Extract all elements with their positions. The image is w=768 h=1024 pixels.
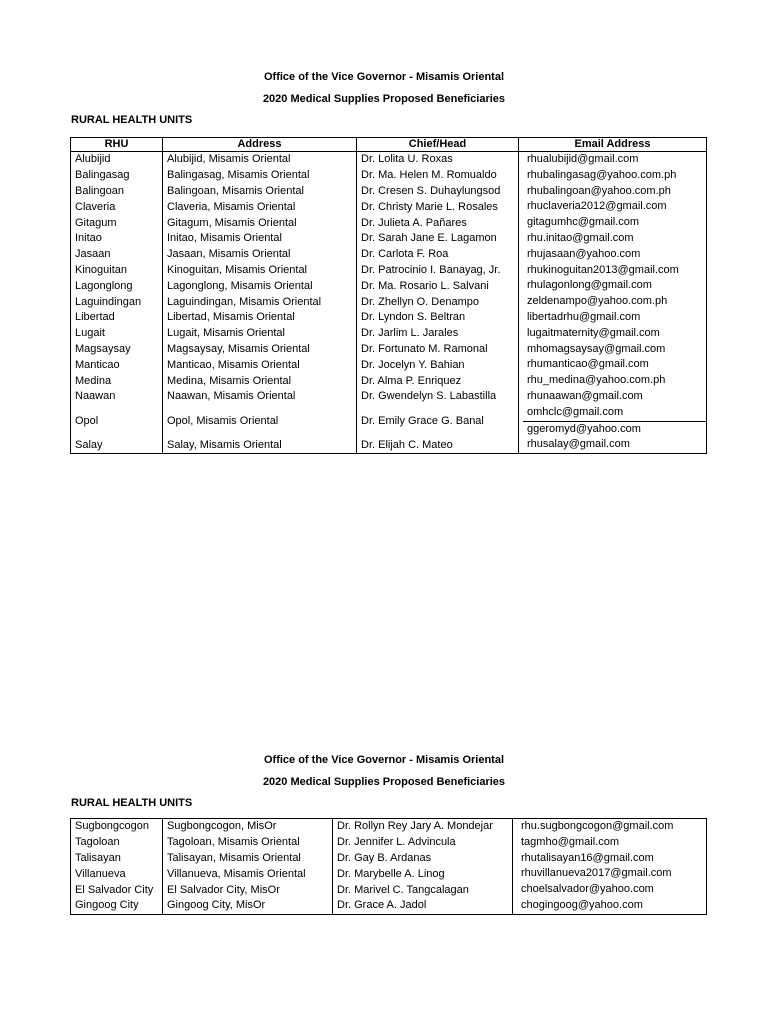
email-address: zeldenampo@yahoo.com.ph (527, 295, 668, 308)
cell-address: Medina, Misamis Oriental (163, 373, 357, 389)
email-address: rhukinoguitan2013@gmail.com (527, 263, 679, 276)
email-address: omhclc@gmail.com (527, 405, 624, 418)
cell-rhu: El Salvador City (71, 882, 163, 898)
cell-address: Tagoloan, Misamis Oriental (163, 835, 333, 851)
cell-chief: Dr. Zhellyn O. Denampo (357, 294, 519, 310)
email-address: mhomagsaysay@gmail.com (527, 342, 666, 355)
table-row (71, 405, 707, 438)
cell-chief: Dr. Elijah C. Mateo (357, 437, 519, 453)
cell-rhu: Naawan (71, 389, 163, 405)
cell-rhu: Kinoguitan (71, 263, 163, 279)
table-row (71, 152, 707, 168)
cell-email (519, 215, 707, 231)
table-row (71, 294, 707, 310)
cell-email (519, 199, 707, 215)
column-header-email: Email Address (519, 138, 707, 152)
table-row (71, 851, 707, 867)
table-row (71, 342, 707, 358)
cell-address: Naawan, Misamis Oriental (163, 389, 357, 405)
cell-rhu: Gingoog City (71, 898, 163, 914)
cell-rhu: Talisayan (71, 851, 163, 867)
email-address: rhualubijid@gmail.com (527, 153, 639, 165)
email-address: rhulagonlong@gmail.com (527, 279, 652, 292)
table-row (71, 199, 707, 215)
email-address: tagmho@gmail.com (521, 835, 619, 848)
cell-rhu: Salay (71, 437, 163, 453)
cell-email (519, 437, 707, 453)
cell-rhu: Villanueva (71, 866, 163, 882)
cell-rhu: Lagonglong (71, 278, 163, 294)
rhu-table-body (71, 152, 707, 454)
email-address: rhuclaveria2012@gmail.com (527, 200, 667, 213)
cell-email (513, 835, 707, 851)
cell-chief: Dr. Alma P. Enriquez (357, 373, 519, 389)
cell-chief: Dr. Jennifer L. Advincula (333, 835, 513, 851)
email-address: ggeromyd@yahoo.com (523, 421, 706, 438)
cell-email (513, 898, 707, 914)
cell-chief: Dr. Lyndon S. Beltran (357, 310, 519, 326)
cell-address: Jasaan, Misamis Oriental (163, 247, 357, 263)
cell-email (519, 326, 707, 342)
section-heading: RURAL HEALTH UNITS (71, 114, 193, 126)
column-header-chief: Chief/Head (357, 138, 519, 152)
cell-chief: Dr. Carlota F. Roa (357, 247, 519, 263)
cell-chief: Dr. Julieta A. Pañares (357, 215, 519, 231)
cell-chief: Dr. Marivel C. Tangcalagan (333, 882, 513, 898)
cell-chief: Dr. Emily Grace G. Banal (357, 405, 519, 438)
table-row (71, 310, 707, 326)
cell-chief: Dr. Grace A. Jadol (333, 898, 513, 914)
cell-rhu: Jasaan (71, 247, 163, 263)
email-address: rhuvillanueva2017@gmail.com (521, 867, 672, 880)
cell-rhu: Medina (71, 373, 163, 389)
document-title: 2020 Medical Supplies Proposed Beneficiaries (262, 93, 506, 105)
email-address: rhutalisayan16@gmail.com (521, 851, 654, 864)
cell-chief: Dr. Lolita U. Roxas (357, 152, 519, 168)
table-header-row (71, 138, 707, 152)
cell-address: Magsaysay, Misamis Oriental (163, 342, 357, 358)
table-row (71, 168, 707, 184)
cell-rhu: Libertad (71, 310, 163, 326)
cell-chief: Dr. Sarah Jane E. Lagamon (357, 231, 519, 247)
cell-address: Initao, Misamis Oriental (163, 231, 357, 247)
cell-address: Sugbongcogon, MisOr (163, 819, 333, 835)
cell-address: Balingasag, Misamis Oriental (163, 168, 357, 184)
table-row (71, 263, 707, 279)
cell-address: Gitagum, Misamis Oriental (163, 215, 357, 231)
column-header-address: Address (163, 138, 357, 152)
cell-email (519, 294, 707, 310)
email-address: gitagumhc@gmail.com (527, 216, 640, 229)
cell-rhu: Magsaysay (71, 342, 163, 358)
cell-chief: Dr. Cresen S. Duhaylungsod (357, 184, 519, 200)
table-row (71, 882, 707, 898)
section-heading: RURAL HEALTH UNITS (71, 797, 193, 809)
cell-rhu: Lugait (71, 326, 163, 342)
cell-email (519, 231, 707, 247)
cell-address: Balingoan, Misamis Oriental (163, 184, 357, 200)
email-address: rhubalingoan@yahoo.com.ph (527, 184, 671, 197)
cell-chief: Dr. Rollyn Rey Jary A. Mondejar (333, 819, 513, 835)
cell-address: Talisayan, Misamis Oriental (163, 851, 333, 867)
cell-rhu: Balingasag (71, 168, 163, 184)
email-address: chogingoog@yahoo.com (521, 898, 643, 911)
cell-chief: Dr. Patrocinio I. Banayag, Jr. (357, 263, 519, 279)
email-address: rhubalingasag@yahoo.com.ph (527, 168, 677, 181)
table-row (71, 278, 707, 294)
cell-rhu: Balingoan (71, 184, 163, 200)
table-row (71, 898, 707, 914)
rhu-table (70, 137, 707, 454)
cell-rhu: Laguindingan (71, 294, 163, 310)
cell-email (519, 342, 707, 358)
table-row (71, 819, 707, 835)
cell-rhu: Manticao (71, 357, 163, 373)
cell-chief: Dr. Jocelyn Y. Bahian (357, 357, 519, 373)
cell-rhu: Tagoloan (71, 835, 163, 851)
cell-rhu: Claveria (71, 199, 163, 215)
cell-email (513, 819, 707, 835)
cell-address: Gingoog City, MisOr (163, 898, 333, 914)
cell-address: Lagonglong, Misamis Oriental (163, 278, 357, 294)
cell-rhu: Opol (71, 405, 163, 438)
cell-email (519, 184, 707, 200)
email-address: rhumanticao@gmail.com (527, 358, 649, 371)
cell-email (519, 278, 707, 294)
email-address: rhu.initao@gmail.com (527, 231, 634, 244)
cell-chief: Dr. Jarlim L. Jarales (357, 326, 519, 342)
cell-chief: Dr. Ma. Helen M. Romualdo (357, 168, 519, 184)
cell-email (519, 168, 707, 184)
email-address: rhu.sugbongcogon@gmail.com (521, 820, 674, 832)
table-row (71, 389, 707, 405)
table-row (71, 373, 707, 389)
cell-address: Opol, Misamis Oriental (163, 405, 357, 438)
document-title: 2020 Medical Supplies Proposed Beneficiaries (262, 776, 506, 788)
cell-chief: Dr. Ma. Rosario L. Salvani (357, 278, 519, 294)
cell-address: Lugait, Misamis Oriental (163, 326, 357, 342)
email-address: rhunaawan@gmail.com (527, 389, 643, 402)
email-address: libertadrhu@gmail.com (527, 310, 641, 323)
cell-email (513, 882, 707, 898)
cell-address: Villanueva, Misamis Oriental (163, 866, 333, 882)
cell-email (513, 851, 707, 867)
table-row (71, 835, 707, 851)
cell-email (519, 405, 707, 438)
email-address: rhu_medina@yahoo.com.ph (527, 374, 666, 387)
rhu-table-body (71, 819, 707, 915)
cell-email (519, 389, 707, 405)
table-row (71, 231, 707, 247)
cell-email (519, 357, 707, 373)
table-row (71, 215, 707, 231)
cell-address: Libertad, Misamis Oriental (163, 310, 357, 326)
cell-chief: Dr. Christy Marie L. Rosales (357, 199, 519, 215)
table-row (71, 866, 707, 882)
office-title: Office of the Vice Governor - Misamis Oriental (263, 71, 505, 83)
cell-address: Manticao, Misamis Oriental (163, 357, 357, 373)
cell-address: El Salvador City, MisOr (163, 882, 333, 898)
cell-address: Salay, Misamis Oriental (163, 437, 357, 453)
office-title: Office of the Vice Governor - Misamis Oriental (263, 754, 505, 766)
cell-email (519, 152, 707, 168)
table-row (71, 326, 707, 342)
cell-rhu: Gitagum (71, 215, 163, 231)
cell-email (519, 247, 707, 263)
cell-address: Laguindingan, Misamis Oriental (163, 294, 357, 310)
table-row (71, 357, 707, 373)
cell-address: Kinoguitan, Misamis Oriental (163, 263, 357, 279)
cell-email (519, 310, 707, 326)
table-row (71, 247, 707, 263)
cell-email (513, 866, 707, 882)
table-row (71, 184, 707, 200)
cell-rhu: Alubijid (71, 152, 163, 168)
email-address: rhusalay@gmail.com (527, 438, 630, 451)
cell-rhu: Sugbongcogon (71, 819, 163, 835)
column-header-rhu: RHU (71, 138, 163, 152)
cell-chief: Dr. Gwendelyn S. Labastilla (357, 389, 519, 405)
cell-chief: Dr. Gay B. Ardanas (333, 851, 513, 867)
cell-address: Alubijid, Misamis Oriental (163, 152, 357, 168)
cell-address: Claveria, Misamis Oriental (163, 199, 357, 215)
rhu-table-continued (70, 818, 707, 915)
email-address: rhujasaan@yahoo.com (527, 247, 641, 260)
email-address: choelsalvador@yahoo.com (521, 883, 654, 896)
cell-email (519, 263, 707, 279)
cell-chief: Dr. Marybelle A. Linog (333, 866, 513, 882)
cell-email (519, 373, 707, 389)
email-address: lugaitmaternity@gmail.com (527, 326, 660, 339)
table-row (71, 437, 707, 453)
cell-rhu: Initao (71, 231, 163, 247)
cell-chief: Dr. Fortunato M. Ramonal (357, 342, 519, 358)
